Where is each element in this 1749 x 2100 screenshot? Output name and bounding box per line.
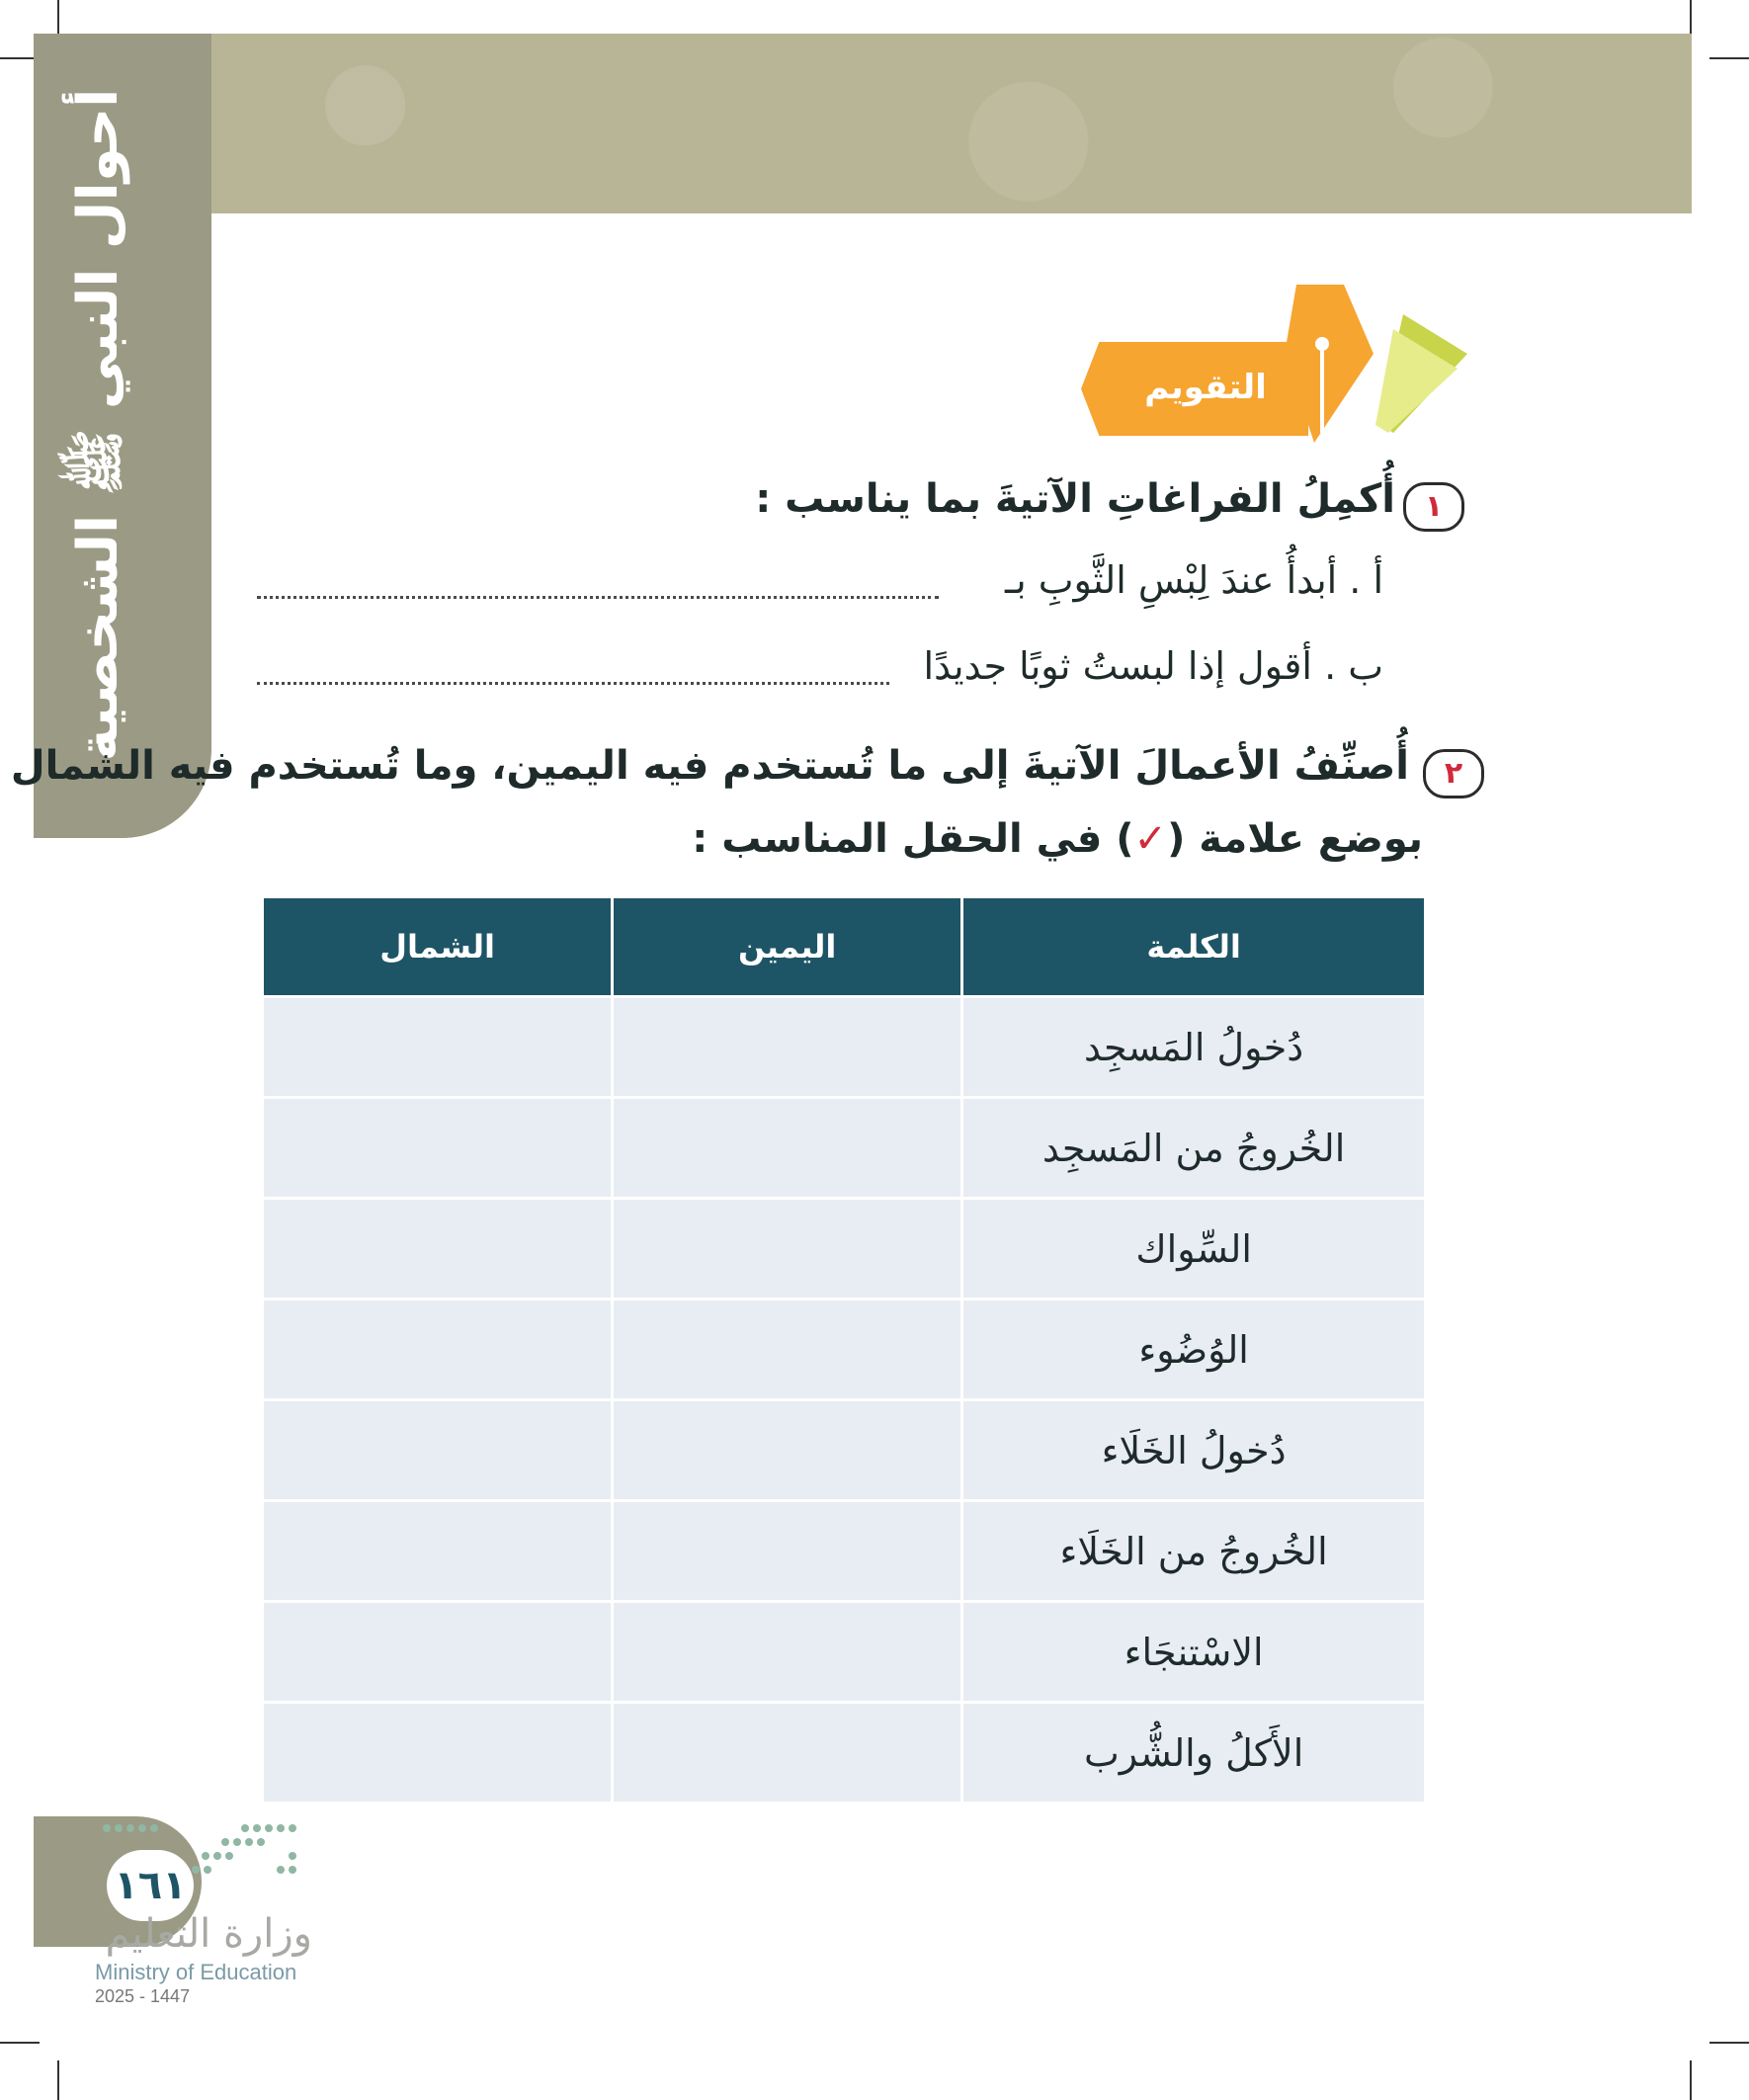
crop-mark xyxy=(1709,2042,1749,2044)
page-number: ١٦١ xyxy=(107,1850,194,1921)
table-row xyxy=(264,1603,1424,1701)
table-row xyxy=(264,998,1424,1096)
question-number-badge: ١ xyxy=(1403,482,1464,532)
table-row xyxy=(264,1502,1424,1600)
table-row xyxy=(264,1099,1424,1197)
word-cell: الخُروجُ من المَسجِد xyxy=(963,1099,1424,1197)
question-number-badge: ٢ xyxy=(1423,749,1484,798)
left-hand-cell[interactable] xyxy=(264,1301,611,1398)
fill-blank-line xyxy=(257,682,889,685)
left-hand-cell[interactable] xyxy=(264,1502,611,1600)
check-mark-icon: ✓ xyxy=(1133,816,1168,862)
left-hand-cell[interactable] xyxy=(264,998,611,1096)
question-2-text-after: ) في الحقل المناسب : xyxy=(692,816,1134,862)
word-cell: دُخولُ الخَلَاء xyxy=(963,1401,1424,1499)
right-hand-cell[interactable] xyxy=(614,1301,960,1398)
question-2-line-2 xyxy=(692,816,1423,862)
classification-table xyxy=(261,895,1427,1805)
crop-mark xyxy=(0,2042,40,2044)
pen-icon xyxy=(1285,285,1467,443)
question-2-text-before: بوضع علامة ( xyxy=(1167,816,1423,862)
chapter-side-title: أحوال النبي ﷺ الشخصية xyxy=(66,88,130,762)
section-tab-label: التقويم xyxy=(1144,368,1267,407)
right-hand-cell[interactable] xyxy=(614,1502,960,1600)
word-cell: دُخولُ المَسجِد xyxy=(963,998,1424,1096)
header-right: اليمين xyxy=(614,898,960,995)
header-left: الشمال xyxy=(264,898,611,995)
right-hand-cell[interactable] xyxy=(614,1603,960,1701)
word-cell: السِّواك xyxy=(963,1200,1424,1298)
table-header-row xyxy=(264,898,1424,995)
left-hand-cell[interactable] xyxy=(264,1099,611,1197)
question-1-title: أُكمِلُ الفراغاتِ الآتيةَ بما يناسب : xyxy=(755,476,1395,522)
right-hand-cell[interactable] xyxy=(614,1200,960,1298)
left-hand-cell[interactable] xyxy=(264,1603,611,1701)
left-hand-cell[interactable] xyxy=(264,1200,611,1298)
right-hand-cell[interactable] xyxy=(614,1401,960,1499)
question-1-item-a: أ . أبدأُ عندَ لِبْسِ الثَّوبِ بـ xyxy=(1004,558,1383,602)
word-cell: الوُضُوء xyxy=(963,1301,1424,1398)
left-hand-cell[interactable] xyxy=(264,1401,611,1499)
crop-mark xyxy=(57,2060,59,2100)
table-row xyxy=(264,1301,1424,1398)
word-cell: الأَكلُ والشُّرب xyxy=(963,1704,1424,1802)
table-row xyxy=(264,1401,1424,1499)
table-row xyxy=(264,1704,1424,1802)
fill-blank-line xyxy=(257,596,939,599)
right-hand-cell[interactable] xyxy=(614,1704,960,1802)
right-hand-cell[interactable] xyxy=(614,998,960,1096)
table-row xyxy=(264,1200,1424,1298)
academic-year: 2025 - 1447 xyxy=(95,1986,191,2006)
ministry-name-english: Ministry of Education xyxy=(95,1960,297,1984)
top-decorative-band xyxy=(34,34,1692,213)
word-cell: الخُروجُ من الخَلَاء xyxy=(963,1502,1424,1600)
right-hand-cell[interactable] xyxy=(614,1099,960,1197)
word-cell: الاسْتنجَاء xyxy=(963,1603,1424,1701)
ministry-name-arabic: وزارة التعليم xyxy=(105,1911,312,1957)
question-2-line-1: أُصنِّفُ الأعمالَ الآتيةَ إلى ما تُستخدم فيه اليمين، وما تُستخدم فيه الشمال xyxy=(10,743,1409,789)
crop-mark xyxy=(1690,2060,1692,2100)
left-hand-cell[interactable] xyxy=(264,1704,611,1802)
question-1-item-b: ب . أقول إذا لبستُ ثوبًا جديدًا xyxy=(923,644,1383,688)
header-word: الكلمة xyxy=(963,898,1424,995)
crop-mark xyxy=(1709,57,1749,59)
